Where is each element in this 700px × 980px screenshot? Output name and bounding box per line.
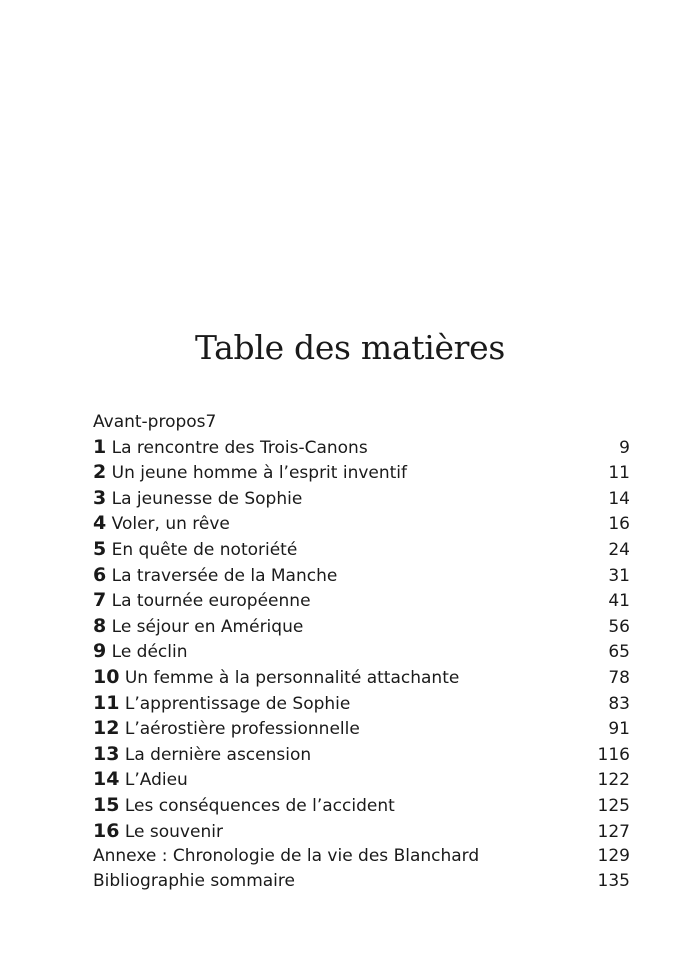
- toc-entry-title: Annexe : Chronologie de la vie des Blanchard: [93, 846, 480, 867]
- chapter-page: 91: [608, 719, 630, 740]
- chapter-page: 65: [608, 642, 630, 663]
- chapter-title: La traversée de la Manche: [111, 565, 338, 586]
- chapter-title: La tournée européenne: [111, 591, 311, 612]
- chapter-title: Le souvenir: [124, 821, 223, 842]
- toc-entry-label: [93, 819, 223, 845]
- toc-entry-label: [93, 435, 368, 461]
- toc-entry-chapter: [93, 614, 630, 640]
- toc-entry-chapter: [93, 588, 630, 614]
- toc-entry-label: [93, 614, 303, 640]
- toc-entry-label: [93, 793, 395, 819]
- toc-entry-chapter: [93, 691, 630, 717]
- chapter-number: 9: [93, 640, 107, 663]
- chapter-title: La rencontre des Trois-Canons: [111, 437, 368, 458]
- toc-entry-avant-propos: [93, 410, 630, 435]
- chapter-title: Les conséquences de l’accident: [124, 795, 395, 816]
- chapter-page: 14: [608, 488, 630, 509]
- toc-entry-chapter: [93, 537, 630, 563]
- chapter-title: L’Adieu: [124, 770, 188, 791]
- chapter-number: 4: [93, 512, 107, 535]
- toc-entry-title: Bibliographie sommaire: [93, 870, 295, 891]
- toc-entry-title: Avant-propos7: [93, 412, 217, 432]
- chapter-number: 6: [93, 563, 107, 586]
- chapter-number: 2: [93, 461, 107, 484]
- toc-entry-chapter: [93, 742, 630, 768]
- chapter-page: 9: [619, 437, 630, 458]
- chapter-number: 7: [93, 589, 107, 612]
- toc-entry-page: 129: [597, 846, 630, 867]
- chapter-page: 11: [608, 463, 630, 484]
- toc-entry-chapter: [93, 665, 630, 691]
- chapter-number: 16: [93, 819, 120, 842]
- chapter-number: 13: [93, 742, 120, 765]
- chapter-page: 56: [608, 616, 630, 637]
- chapter-number: 5: [93, 537, 107, 560]
- toc-chapter-list: [93, 435, 630, 845]
- chapter-title: Le séjour en Amérique: [111, 616, 304, 637]
- chapter-page: 125: [597, 795, 630, 816]
- toc-entry-page: 135: [597, 870, 630, 891]
- chapter-title: Un jeune homme à l’esprit inventif: [111, 463, 408, 484]
- toc-entry-chapter: [93, 563, 630, 589]
- table-of-contents: [93, 410, 630, 893]
- page-title: Table des matières: [194, 328, 506, 367]
- chapter-page: 31: [608, 565, 630, 586]
- toc-entry-chapter: [93, 716, 630, 742]
- chapter-number: 12: [93, 717, 120, 740]
- chapter-title: L’apprentissage de Sophie: [124, 693, 351, 714]
- chapter-title: La jeunesse de Sophie: [111, 488, 303, 509]
- chapter-page: 116: [597, 744, 630, 765]
- chapter-page: 78: [608, 667, 630, 688]
- chapter-number: 8: [93, 614, 107, 637]
- toc-entry-label: [93, 716, 360, 742]
- chapter-number: 10: [93, 665, 120, 688]
- chapter-title: Le déclin: [111, 642, 188, 663]
- toc-entry-label: [93, 665, 459, 691]
- chapter-title: Un femme à la personnalité attachante: [124, 667, 460, 688]
- toc-entry-label: [93, 691, 350, 717]
- toc-entry-label: [93, 460, 407, 486]
- toc-entry-chapter: [93, 460, 630, 486]
- chapter-number: 11: [93, 691, 120, 714]
- chapter-number: 3: [93, 486, 107, 509]
- toc-entry-label: [93, 537, 297, 563]
- chapter-page: 41: [608, 591, 630, 612]
- chapter-title: En quête de notoriété: [111, 539, 298, 560]
- toc-entry-label: [93, 563, 337, 589]
- toc-entry-chapter: [93, 486, 630, 512]
- chapter-title: L’aérostière professionnelle: [124, 719, 360, 740]
- chapter-page: 16: [608, 514, 630, 535]
- toc-entry-label: [93, 742, 311, 768]
- chapter-number: 15: [93, 793, 120, 816]
- toc-entry-chapter: [93, 819, 630, 845]
- toc-entry-chapter: [93, 639, 630, 665]
- toc-entry-label: [93, 767, 188, 793]
- chapter-number: 14: [93, 768, 120, 791]
- toc-entry-chapter: [93, 793, 630, 819]
- toc-entry-chapter: [93, 767, 630, 793]
- toc-entry-label: [93, 588, 311, 614]
- chapter-page: 83: [608, 693, 630, 714]
- chapter-page: 24: [608, 539, 630, 560]
- toc-entry-chapter: [93, 511, 630, 537]
- toc-entry-label: [93, 511, 230, 537]
- chapter-title: Voler, un rêve: [111, 514, 230, 535]
- toc-entry-label: [93, 486, 302, 512]
- chapter-page: 122: [597, 770, 630, 791]
- chapter-title: La dernière ascension: [124, 744, 312, 765]
- toc-entry-annexe: [93, 844, 630, 869]
- chapter-page: 127: [597, 821, 630, 842]
- toc-entry-label: [93, 639, 188, 665]
- toc-entry-chapter: [93, 435, 630, 461]
- toc-entry-bibliographie: [93, 869, 630, 894]
- chapter-number: 1: [93, 435, 107, 458]
